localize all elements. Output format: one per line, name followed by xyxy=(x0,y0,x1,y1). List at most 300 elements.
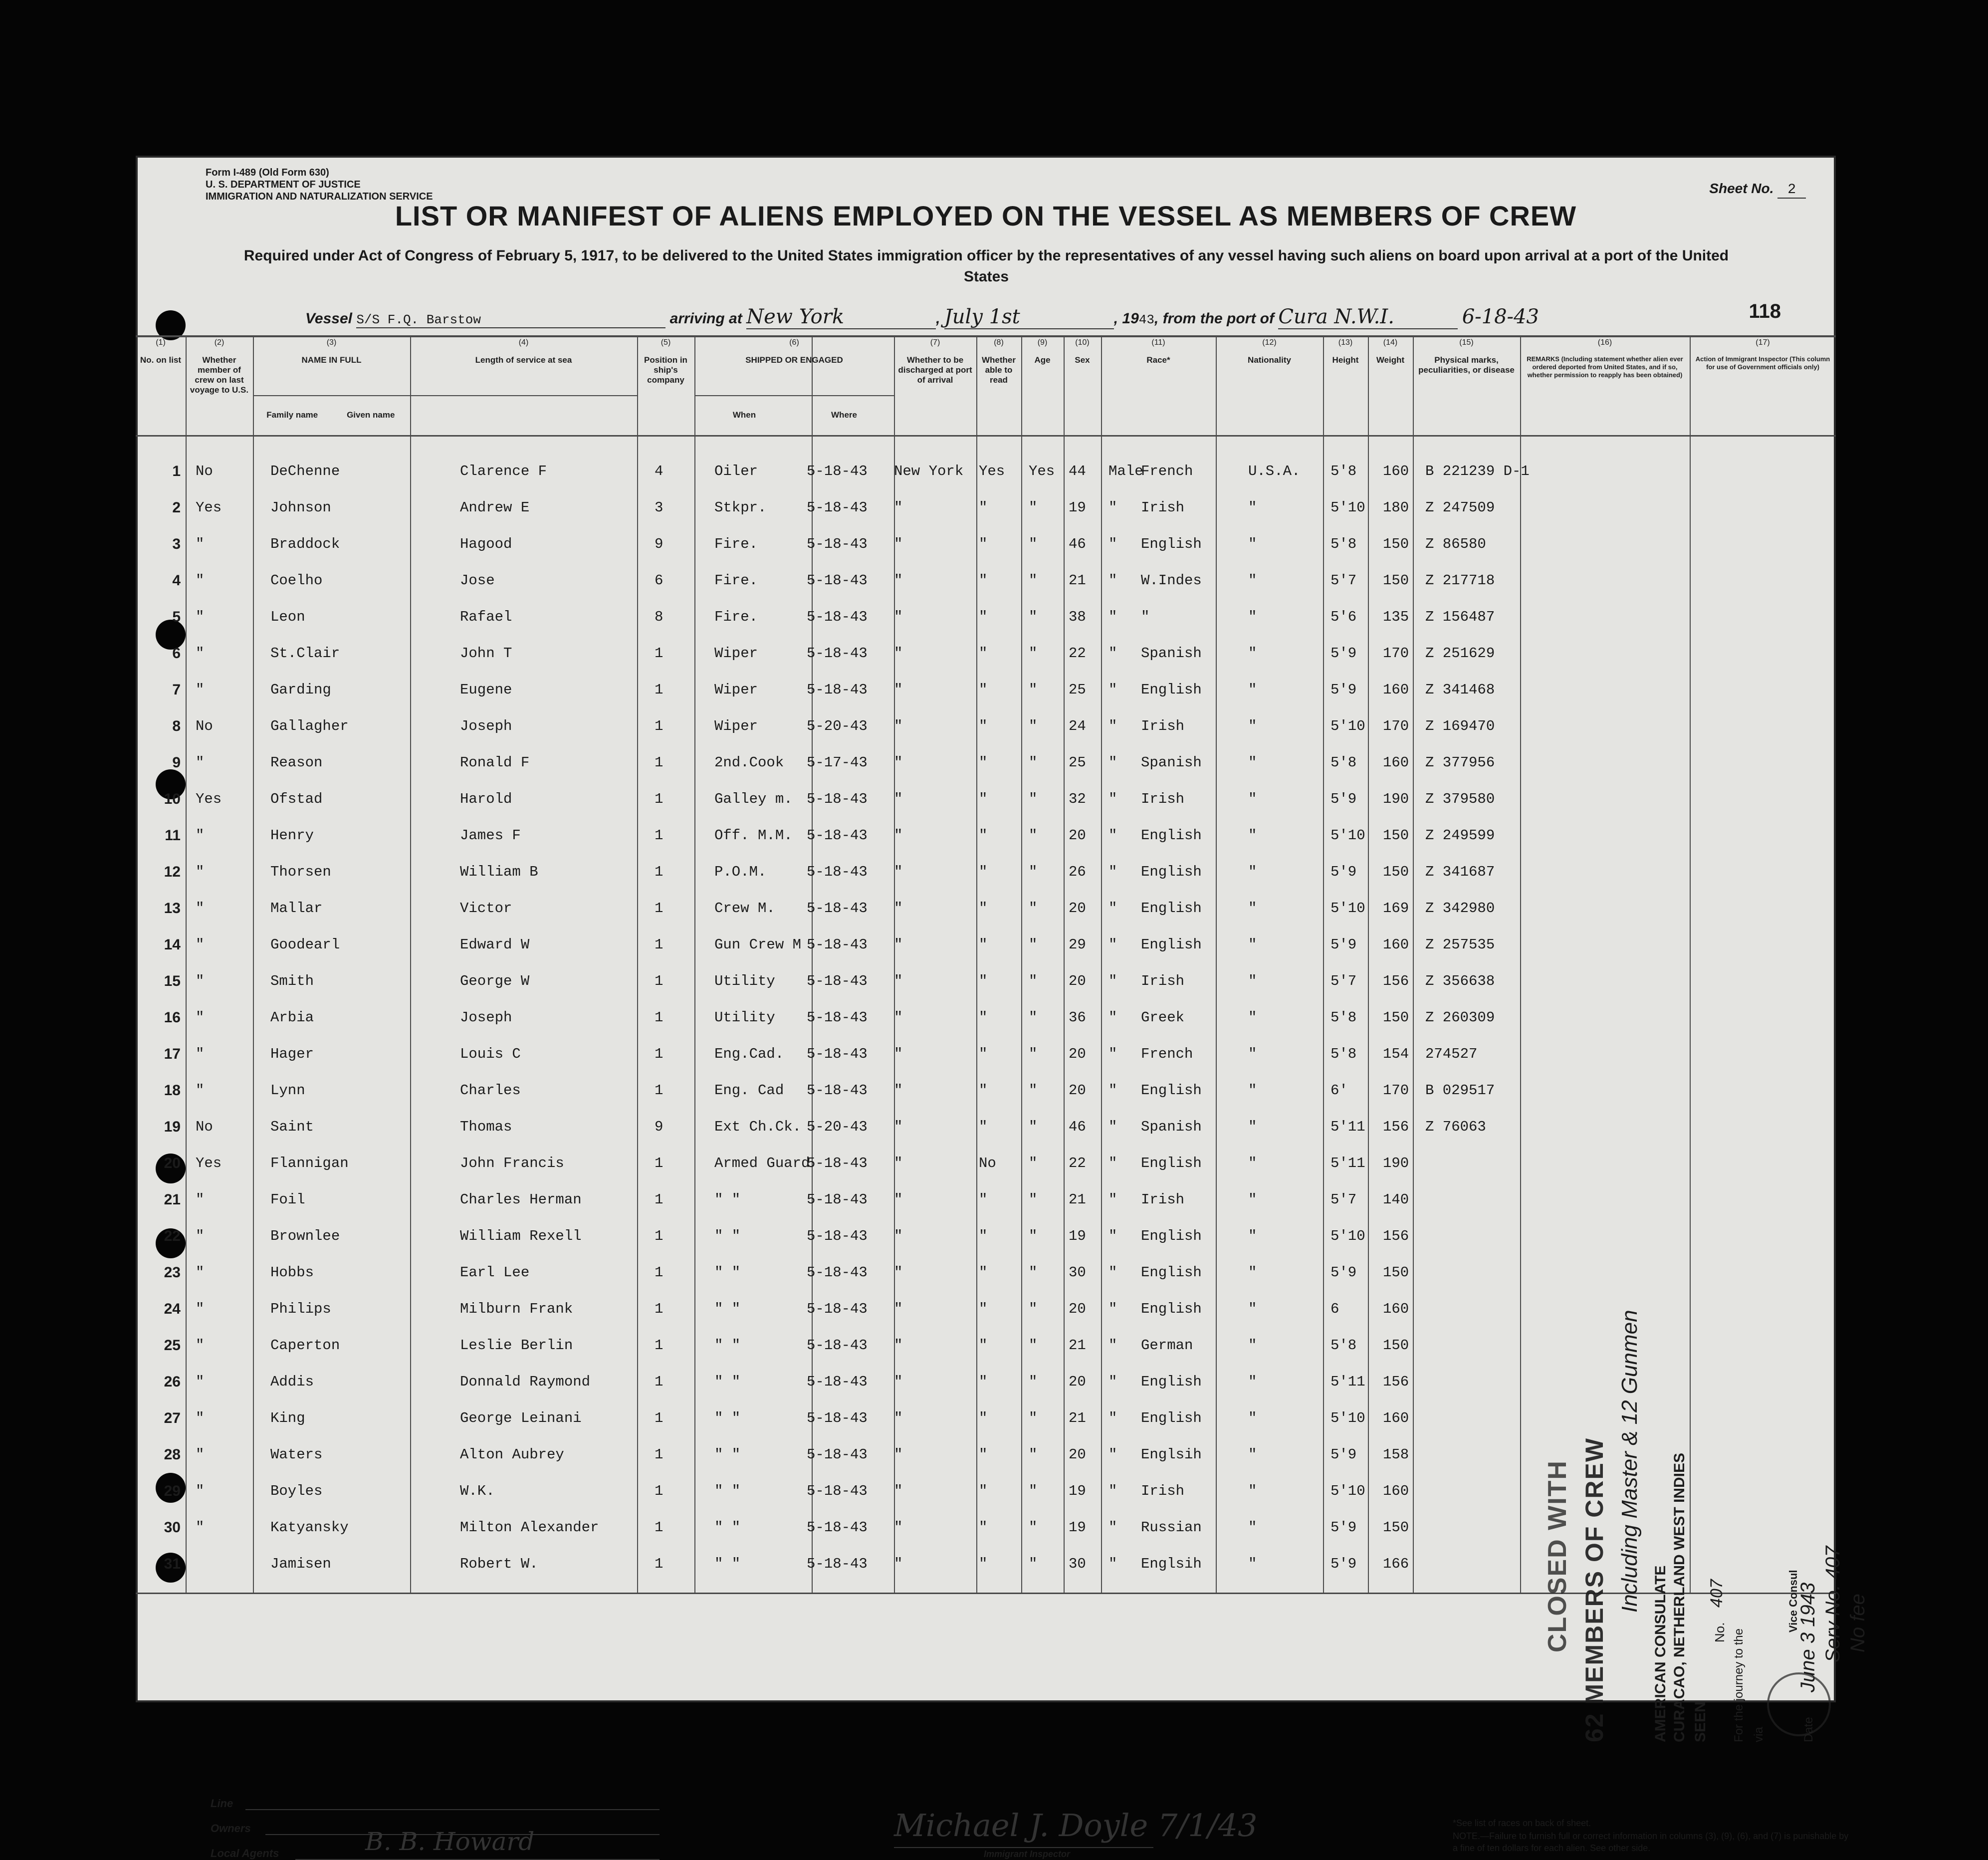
cell-weight: 156 xyxy=(1383,1374,1409,1390)
cell-race: French xyxy=(1141,1046,1193,1062)
column-header: REMARKS (Including statement whether alien ever ordered deported from United States, and if so, whether permission to reapply has been obtained) xyxy=(1527,355,1683,379)
cell-weight: 169 xyxy=(1383,900,1409,917)
cell-read: " xyxy=(1029,645,1038,662)
page-subtitle: Required under Act of Congress of February 5, 1917, to be delivered to the United States immigration officer by the representatives of any vessel having such aliens on board upon arrival at a port of the United States xyxy=(243,247,1729,285)
cell-service: 1 xyxy=(655,1337,663,1354)
cell-age: 21 xyxy=(1069,1337,1086,1354)
cell-no: 5 xyxy=(172,609,181,625)
cell-no: 28 xyxy=(164,1446,181,1463)
column-number: (16) xyxy=(1597,338,1612,347)
cell-when: 5-18-43 xyxy=(807,1519,868,1536)
cell-when: 5-18-43 xyxy=(807,900,868,917)
cell-given: Robert W. xyxy=(460,1556,538,1572)
cell-nationality: " xyxy=(1248,1228,1257,1244)
cell-marks: Z 260309 xyxy=(1425,1009,1495,1026)
cell-race: Spanish xyxy=(1141,1119,1202,1135)
cell-no: 11 xyxy=(165,827,181,844)
cell-family: Jamisen xyxy=(270,1556,331,1572)
cell-family: Henry xyxy=(270,827,314,844)
cell-discharged: " xyxy=(979,609,988,625)
cell-where: " xyxy=(894,827,903,844)
line-field xyxy=(245,1809,660,1810)
cell-given: Milton Alexander xyxy=(460,1519,599,1536)
cell-read: Yes xyxy=(1029,463,1055,479)
cell-weight: 150 xyxy=(1383,1264,1409,1281)
cell-position: " " xyxy=(714,1483,741,1499)
cell-discharged: " xyxy=(979,1009,988,1026)
cell-given: Milburn Frank xyxy=(460,1301,573,1317)
from-port-label: from the port of xyxy=(1162,310,1274,327)
cell-discharged: " xyxy=(979,499,988,516)
cell-read: " xyxy=(1029,718,1038,734)
cell-where: " xyxy=(894,864,903,880)
cell-when: 5-18-43 xyxy=(807,536,868,552)
cell-race: English xyxy=(1141,1082,1202,1099)
cell-prev: " xyxy=(196,1046,205,1062)
cell-sex: " xyxy=(1108,1082,1117,1099)
cell-weight: 140 xyxy=(1383,1191,1409,1208)
cell-family: Johnson xyxy=(270,499,331,516)
cell-when: 5-18-43 xyxy=(807,682,868,698)
cell-sex: " xyxy=(1108,1191,1117,1208)
cell-race: English xyxy=(1141,536,1202,552)
cell-sex: " xyxy=(1108,536,1117,552)
cell-sex: " xyxy=(1108,754,1117,771)
cell-race: English xyxy=(1141,1374,1202,1390)
fee-note: No fee xyxy=(1847,1594,1869,1652)
cell-when: 5-18-43 xyxy=(807,1155,868,1171)
cell-nationality: " xyxy=(1248,572,1257,589)
cell-when: 5-18-43 xyxy=(807,1228,868,1244)
cell-nationality: " xyxy=(1248,1264,1257,1281)
cell-no: 13 xyxy=(164,900,181,917)
cell-family: Coelho xyxy=(270,572,323,589)
cell-service: 8 xyxy=(655,609,663,625)
cell-age: 21 xyxy=(1069,1410,1086,1426)
cell-weight: 160 xyxy=(1383,463,1409,479)
cell-service: 1 xyxy=(655,1228,663,1244)
cell-when: 5-18-43 xyxy=(807,1410,868,1426)
cell-discharged: " xyxy=(979,936,988,953)
cell-sex: " xyxy=(1108,1556,1117,1572)
arriving-label: arriving at xyxy=(669,310,742,327)
cell-no: 25 xyxy=(164,1337,181,1354)
cell-position: " " xyxy=(714,1191,741,1208)
line-label: Line xyxy=(211,1797,233,1810)
cell-marks: Z 217718 xyxy=(1425,572,1495,589)
vessel-name: S/S F.Q. Barstow xyxy=(356,312,665,328)
cell-weight: 190 xyxy=(1383,1155,1409,1171)
cell-no: 14 xyxy=(164,936,181,953)
cell-no: 9 xyxy=(172,754,181,771)
cell-given: William B xyxy=(460,864,538,880)
via-label: via xyxy=(1752,1727,1766,1742)
cell-nationality: " xyxy=(1248,1446,1257,1463)
cell-position: " " xyxy=(714,1301,741,1317)
stamp-date: June 3 1943 xyxy=(1797,1582,1819,1692)
cell-marks: Z 341468 xyxy=(1425,682,1495,698)
cell-no: 19 xyxy=(164,1119,181,1135)
column-header: Nationality xyxy=(1248,355,1291,365)
cell-height: 5'11 xyxy=(1330,1119,1365,1135)
cell-given: Joseph xyxy=(460,1009,512,1026)
cell-where: " xyxy=(894,1191,903,1208)
cell-sex: " xyxy=(1108,1119,1117,1135)
cell-position: Wiper xyxy=(714,682,758,698)
column-number: (5) xyxy=(661,338,671,347)
cell-no: 30 xyxy=(164,1519,181,1536)
cell-family: Hobbs xyxy=(270,1264,314,1281)
cell-when: 5-18-43 xyxy=(807,973,868,989)
cell-nationality: " xyxy=(1248,1046,1257,1062)
cell-given: W.K. xyxy=(460,1483,495,1499)
cell-weight: 150 xyxy=(1383,572,1409,589)
cell-service: 1 xyxy=(655,682,663,698)
cell-discharged: " xyxy=(979,682,988,698)
cell-given: Jose xyxy=(460,572,495,589)
consulate-name: AMERICAN CONSULATE xyxy=(1652,1565,1669,1742)
cell-sex: " xyxy=(1108,936,1117,953)
cell-position: " " xyxy=(714,1264,741,1281)
cell-marks: Z 86580 xyxy=(1425,536,1486,552)
cell-when: 5-18-43 xyxy=(807,645,868,662)
cell-no: 22 xyxy=(164,1228,181,1244)
cell-discharged: " xyxy=(979,1046,988,1062)
cell-age: 26 xyxy=(1069,864,1086,880)
table-row xyxy=(136,1001,1836,1037)
cell-weight: 156 xyxy=(1383,1119,1409,1135)
cell-height: 5'8 xyxy=(1330,1337,1357,1354)
cell-marks: B 029517 xyxy=(1425,1082,1495,1099)
cell-weight: 170 xyxy=(1383,645,1409,662)
cell-where: " xyxy=(894,900,903,917)
cell-age: 38 xyxy=(1069,609,1086,625)
cell-race: English xyxy=(1141,1301,1202,1317)
cell-age: 19 xyxy=(1069,1228,1086,1244)
cell-service: 1 xyxy=(655,1009,663,1026)
cell-read: " xyxy=(1029,1519,1038,1536)
cell-prev: " xyxy=(196,645,205,662)
department-name: U. S. DEPARTMENT OF JUSTICE xyxy=(206,179,361,190)
cell-nationality: " xyxy=(1248,864,1257,880)
cell-no: 7 xyxy=(172,682,181,698)
cell-where: " xyxy=(894,1374,903,1390)
column-number: (4) xyxy=(518,338,529,347)
column-header: Race* xyxy=(1146,355,1170,365)
cell-position: Off. M.M. xyxy=(714,827,793,844)
cell-prev: " xyxy=(196,1301,205,1317)
column-subheader: Where xyxy=(831,410,857,420)
cell-family: Ofstad xyxy=(270,791,323,807)
cell-nationality: " xyxy=(1248,1119,1257,1135)
cell-discharged: " xyxy=(979,1410,988,1426)
cell-given: Charles Herman xyxy=(460,1191,582,1208)
column-number: (17) xyxy=(1756,338,1770,347)
cell-height: 5'9 xyxy=(1330,1446,1357,1463)
column-number: (2) xyxy=(214,338,224,347)
cell-nationality: " xyxy=(1248,645,1257,662)
cell-sex: " xyxy=(1108,973,1117,989)
cell-age: 46 xyxy=(1069,1119,1086,1135)
cell-sex: " xyxy=(1108,864,1117,880)
cell-sex: " xyxy=(1108,1483,1117,1499)
consulate-stamps xyxy=(1533,1303,1882,1752)
column-header: Weight xyxy=(1376,355,1405,365)
cell-marks: Z 342980 xyxy=(1425,900,1495,917)
column-number: (7) xyxy=(930,338,940,347)
cell-nationality: " xyxy=(1248,1374,1257,1390)
cell-age: 20 xyxy=(1069,973,1086,989)
cell-height: 5'8 xyxy=(1330,463,1357,479)
cell-race: Englsih xyxy=(1141,1446,1202,1463)
cell-discharged: " xyxy=(979,536,988,552)
table-row xyxy=(136,1220,1836,1256)
cell-nationality: " xyxy=(1248,1191,1257,1208)
cell-when: 5-18-43 xyxy=(807,1264,868,1281)
cell-weight: 150 xyxy=(1383,536,1409,552)
cell-age: 20 xyxy=(1069,1374,1086,1390)
cell-nationality: " xyxy=(1248,1519,1257,1536)
cell-service: 1 xyxy=(655,827,663,844)
cell-given: Leslie Berlin xyxy=(460,1337,573,1354)
cell-race: English xyxy=(1141,1228,1202,1244)
cell-sex: " xyxy=(1108,1374,1117,1390)
cell-position: Crew M. xyxy=(714,900,775,917)
cell-read: " xyxy=(1029,1410,1038,1426)
cell-weight: 150 xyxy=(1383,864,1409,880)
column-header: Height xyxy=(1332,355,1359,365)
cell-no: 31 xyxy=(164,1556,181,1572)
cell-race: English xyxy=(1141,936,1202,953)
cell-service: 1 xyxy=(655,936,663,953)
cell-service: 1 xyxy=(655,1374,663,1390)
cell-where: " xyxy=(894,1155,903,1171)
cell-service: 1 xyxy=(655,1519,663,1536)
cell-prev: " xyxy=(196,572,205,589)
cell-prev: " xyxy=(196,609,205,625)
cell-position: Fire. xyxy=(714,536,758,552)
cell-where: " xyxy=(894,1556,903,1572)
cell-race: Greek xyxy=(1141,1009,1185,1026)
consulate-location: CURACAO, NETHERLAND WEST INDIES xyxy=(1671,1452,1688,1742)
cell-sex: " xyxy=(1108,682,1117,698)
cell-no: 23 xyxy=(164,1264,181,1281)
table-row xyxy=(136,746,1836,782)
header-bottom-rule xyxy=(136,435,1836,437)
cell-height: 5'10 xyxy=(1330,827,1365,844)
table-row xyxy=(136,637,1836,673)
cell-race: French xyxy=(1141,463,1193,479)
cell-age: 19 xyxy=(1069,1483,1086,1499)
cell-nationality: " xyxy=(1248,900,1257,917)
cell-family: DeChenne xyxy=(270,463,340,479)
cell-prev: " xyxy=(196,936,205,953)
form-identifier xyxy=(206,167,433,203)
cell-where: " xyxy=(894,791,903,807)
cell-when: 5-18-43 xyxy=(807,572,868,589)
cell-read: " xyxy=(1029,1556,1038,1572)
cell-family: Katyansky xyxy=(270,1519,349,1536)
cell-discharged: " xyxy=(979,1119,988,1135)
service-name: IMMIGRATION AND NATURALIZATION SERVICE xyxy=(206,191,433,202)
column-number: (15) xyxy=(1459,338,1474,347)
cell-no: 2 xyxy=(172,499,181,516)
cell-read: " xyxy=(1029,1155,1038,1171)
table-row xyxy=(136,1038,1836,1074)
cell-age: 20 xyxy=(1069,900,1086,917)
seen-label: SEEN xyxy=(1692,1701,1709,1742)
cell-family: Addis xyxy=(270,1374,314,1390)
cell-service: 1 xyxy=(655,718,663,734)
cell-service: 4 xyxy=(655,463,663,479)
cell-nationality: " xyxy=(1248,1009,1257,1026)
cell-sex: " xyxy=(1108,572,1117,589)
cell-height: 5'10 xyxy=(1330,718,1365,734)
cell-discharged: " xyxy=(979,718,988,734)
cell-when: 5-18-43 xyxy=(807,936,868,953)
cell-prev: " xyxy=(196,1082,205,1099)
cell-prev: " xyxy=(196,1228,205,1244)
cell-prev: No xyxy=(196,1119,213,1135)
cell-race: English xyxy=(1141,1264,1202,1281)
column-header: Sex xyxy=(1075,355,1090,365)
cell-marks: Z 249599 xyxy=(1425,827,1495,844)
cell-height: 5'8 xyxy=(1330,536,1357,552)
cell-where: New York xyxy=(894,463,964,479)
cell-weight: 160 xyxy=(1383,682,1409,698)
cell-service: 1 xyxy=(655,900,663,917)
cell-no: 20 xyxy=(164,1155,181,1171)
cell-prev: Yes xyxy=(196,499,222,516)
cell-service: 1 xyxy=(655,1301,663,1317)
table-row xyxy=(136,601,1836,637)
cell-prev: " xyxy=(196,900,205,917)
cell-prev: " xyxy=(196,827,205,844)
cell-where: " xyxy=(894,682,903,698)
cell-prev: No xyxy=(196,718,213,734)
cell-family: Hager xyxy=(270,1046,314,1062)
form-number: Form I-489 (Old Form 630) xyxy=(206,167,329,178)
cell-race: English xyxy=(1141,682,1202,698)
cell-prev: " xyxy=(196,1519,205,1536)
cell-race: Russian xyxy=(1141,1519,1202,1536)
cell-discharged: " xyxy=(979,900,988,917)
cell-marks: Z 377956 xyxy=(1425,754,1495,771)
cell-height: 5'9 xyxy=(1330,791,1357,807)
cell-race: Spanish xyxy=(1141,645,1202,662)
cell-prev: " xyxy=(196,1337,205,1354)
cell-service: 1 xyxy=(655,645,663,662)
cell-given: Edward W xyxy=(460,936,530,953)
cell-race: German xyxy=(1141,1337,1193,1354)
cell-read: " xyxy=(1029,1046,1038,1062)
table-row xyxy=(136,674,1836,709)
cell-family: King xyxy=(270,1410,305,1426)
visa-number: 407 xyxy=(1707,1579,1726,1608)
cell-marks: B 221239 D-1 xyxy=(1425,463,1530,479)
cell-no: 17 xyxy=(164,1046,181,1062)
cell-sex: " xyxy=(1108,1301,1117,1317)
cell-when: 5-18-43 xyxy=(807,827,868,844)
table-row xyxy=(136,1111,1836,1147)
cell-discharged: " xyxy=(979,827,988,844)
cell-nationality: " xyxy=(1248,1337,1257,1354)
cell-weight: 160 xyxy=(1383,1410,1409,1426)
agent-signature: B. B. Howard xyxy=(365,1827,535,1856)
cell-prev: Yes xyxy=(196,791,222,807)
cell-weight: 135 xyxy=(1383,609,1409,625)
table-row xyxy=(136,528,1836,564)
cell-prev: " xyxy=(196,1483,205,1499)
cell-read: " xyxy=(1029,1446,1038,1463)
cell-family: Waters xyxy=(270,1446,323,1463)
cell-family: Lynn xyxy=(270,1082,305,1099)
table-top-rule xyxy=(136,335,1836,337)
cell-where: " xyxy=(894,1264,903,1281)
cell-age: 22 xyxy=(1069,1155,1086,1171)
cell-race: Irish xyxy=(1141,718,1185,734)
cell-when: 5-18-43 xyxy=(807,1191,868,1208)
cell-discharged: " xyxy=(979,1301,988,1317)
cell-height: 5'9 xyxy=(1330,1264,1357,1281)
cell-family: Leon xyxy=(270,609,305,625)
date-label: Date xyxy=(1802,1717,1815,1742)
cell-nationality: " xyxy=(1248,1301,1257,1317)
cell-prev: " xyxy=(196,536,205,552)
cell-given: John T xyxy=(460,645,512,662)
cell-discharged: " xyxy=(979,1446,988,1463)
cell-service: 1 xyxy=(655,1410,663,1426)
table-row xyxy=(136,1147,1836,1183)
cell-read: " xyxy=(1029,1337,1038,1354)
cell-family: Thorsen xyxy=(270,864,331,880)
cell-family: Garding xyxy=(270,682,331,698)
cell-when: 5-18-43 xyxy=(807,463,868,479)
penalty-note: NOTE.—Failure to furnish full or correct information in columns (3), (9), (6), and (7) is punishable by a fine of ten dollars for each alien. See other side. xyxy=(1453,1831,1849,1853)
sheet-number-label: Sheet No. xyxy=(1709,181,1774,196)
cell-no: 15 xyxy=(164,973,181,989)
cell-position: 2nd.Cook xyxy=(714,754,784,771)
cell-height: 5'10 xyxy=(1330,900,1365,917)
cell-age: 25 xyxy=(1069,682,1086,698)
cell-age: 20 xyxy=(1069,1046,1086,1062)
cell-sex: " xyxy=(1108,1264,1117,1281)
arrival-date: July 1st xyxy=(944,305,1114,329)
cell-when: 5-18-43 xyxy=(807,499,868,516)
cell-marks: Z 76063 xyxy=(1425,1119,1486,1135)
cell-discharged: No xyxy=(979,1155,996,1171)
column-number: (12) xyxy=(1262,338,1277,347)
cell-discharged: " xyxy=(979,645,988,662)
cell-age: 21 xyxy=(1069,572,1086,589)
cell-read: " xyxy=(1029,1228,1038,1244)
cell-race: " xyxy=(1141,609,1150,625)
cell-age: 21 xyxy=(1069,1191,1086,1208)
inspector-field xyxy=(894,1847,1153,1848)
cell-service: 1 xyxy=(655,1483,663,1499)
cell-where: " xyxy=(894,1119,903,1135)
closed-with-stamp: CLOSED WITH xyxy=(1543,1460,1572,1652)
cell-weight: 160 xyxy=(1383,1301,1409,1317)
crew-count-note: Including Master & 12 Gunmen xyxy=(1617,1310,1642,1613)
column-header: Whether member of crew on last voyage to U.S. xyxy=(190,355,249,395)
cell-where: " xyxy=(894,1410,903,1426)
cell-height: 5'10 xyxy=(1330,1483,1365,1499)
cell-race: English xyxy=(1141,827,1202,844)
cell-where: " xyxy=(894,1446,903,1463)
cell-discharged: " xyxy=(979,1556,988,1572)
cell-no: 4 xyxy=(172,572,181,589)
